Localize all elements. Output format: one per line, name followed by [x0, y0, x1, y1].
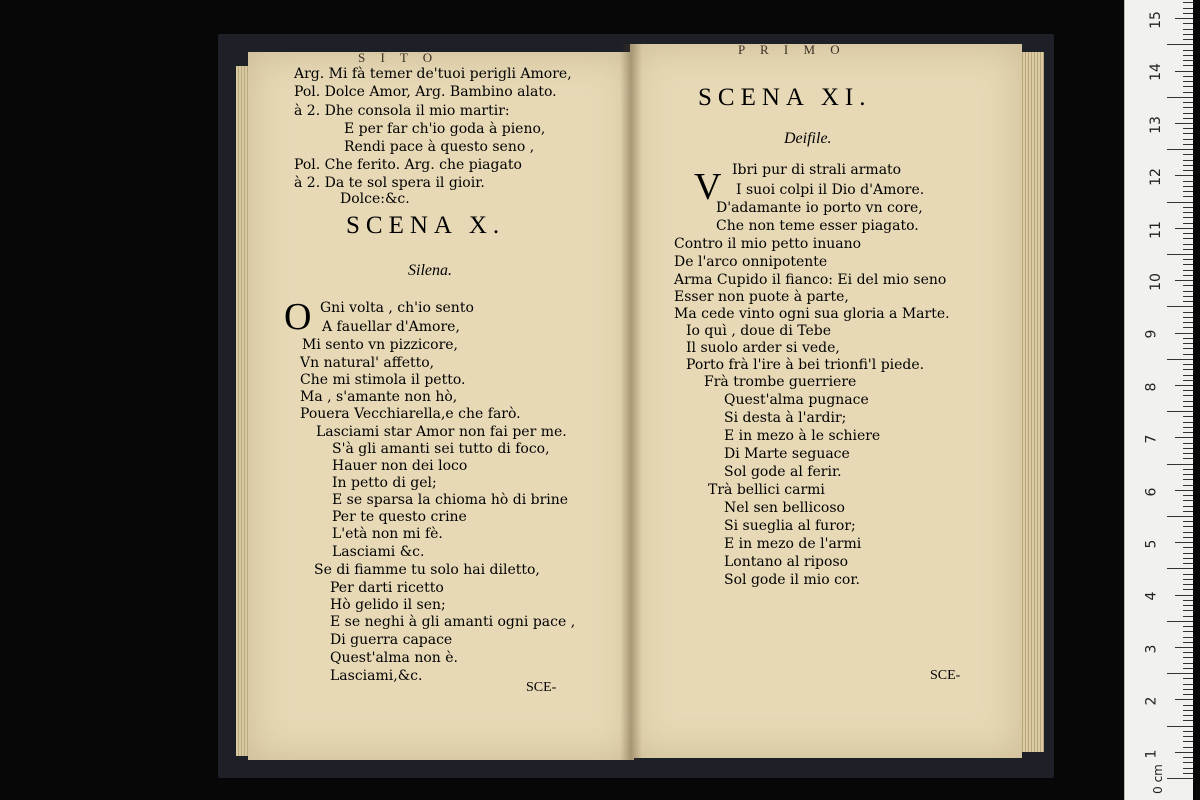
ruler-tick — [1175, 18, 1193, 19]
ruler-tick — [1183, 694, 1193, 695]
verse-line: Frà trombe guerriere — [704, 374, 857, 390]
verse-line: Hauer non dei loco — [332, 458, 468, 474]
ruler-tick — [1167, 673, 1193, 674]
ruler-tick — [1183, 249, 1193, 250]
ruler-tick — [1183, 217, 1193, 218]
ruler-tick — [1167, 149, 1193, 150]
verse-line: Di Marte seguace — [724, 446, 850, 462]
verse-line: Si sueglia al furor; — [724, 518, 856, 534]
ruler-tick — [1183, 474, 1193, 475]
scene-title-left: SCENA X. — [346, 212, 506, 239]
ruler-tick — [1183, 338, 1193, 339]
verse-line: Lasciami &c. — [332, 544, 425, 560]
verse-line: Arma Cupido il fianco: Ei del mio seno — [674, 272, 947, 288]
dialogue-line: à 2. Dhe consola il mio martir: — [294, 103, 510, 119]
ruler-tick — [1183, 181, 1193, 182]
ruler-tick — [1183, 133, 1193, 134]
ruler-tick — [1183, 259, 1193, 260]
ruler-tick — [1167, 202, 1193, 203]
ruler-tick — [1167, 726, 1193, 727]
verse-line: Per te questo crine — [332, 509, 467, 525]
ruler-tick — [1183, 390, 1193, 391]
dialogue-line: Dolce:&c. — [340, 191, 410, 207]
ruler-number: 12 — [1147, 168, 1164, 187]
verse-line: Di guerra capace — [330, 632, 453, 648]
ruler-tick — [1183, 736, 1193, 737]
ruler-tick — [1183, 81, 1193, 82]
ruler-tick — [1183, 375, 1193, 376]
verse-line: E se neghi à gli amanti ogni pace , — [330, 614, 576, 630]
ruler-tick — [1167, 568, 1193, 569]
dialogue-line: Pol. Che ferito. Arg. che piagato — [294, 157, 522, 173]
ruler-tick — [1183, 642, 1193, 643]
ruler-number: 7 — [1143, 434, 1160, 444]
ruler-tick — [1183, 479, 1193, 480]
ruler-tick — [1167, 778, 1193, 779]
ruler-tick — [1183, 584, 1193, 585]
ruler-tick — [1183, 453, 1193, 454]
ruler-tick — [1167, 254, 1193, 255]
ruler-tick — [1175, 752, 1193, 753]
ruler-tick — [1183, 160, 1193, 161]
left-running-head: S I T O — [358, 50, 439, 65]
verse-line: Vn natural' affetto, — [300, 355, 435, 371]
ruler-tick — [1183, 55, 1193, 56]
ruler-tick — [1183, 380, 1193, 381]
ruler-tick — [1183, 485, 1193, 486]
ruler-tick — [1183, 589, 1193, 590]
ruler-tick — [1183, 574, 1193, 575]
ruler-tick — [1183, 526, 1193, 527]
ruler-tick — [1183, 500, 1193, 501]
ruler-tick — [1183, 128, 1193, 129]
ruler-tick — [1183, 343, 1193, 344]
ruler-tick — [1175, 595, 1193, 596]
ruler-tick — [1175, 123, 1193, 124]
verse-line: Lasciami star Amor non fai per me. — [316, 424, 567, 440]
ruler-tick — [1183, 432, 1193, 433]
verse-line: De l'arco onnipotente — [674, 254, 828, 270]
ruler-tick — [1183, 196, 1193, 197]
verse-line: Che non teme esser piagato. — [716, 218, 919, 234]
ruler-tick — [1183, 610, 1193, 611]
ruler-tick — [1183, 401, 1193, 402]
ruler-tick — [1167, 44, 1193, 45]
ruler-tick — [1183, 165, 1193, 166]
ruler-tick — [1183, 244, 1193, 245]
ruler-tick — [1183, 558, 1193, 559]
ruler-tick — [1183, 212, 1193, 213]
dialogue-line: Arg. Mi fà temer de'tuoi perigli Amore, — [294, 66, 572, 82]
ruler-tick — [1183, 537, 1193, 538]
book-gutter — [620, 44, 642, 760]
ruler-number: 10 — [1147, 273, 1164, 291]
verse-line: Lasciami,&c. — [330, 668, 423, 684]
ruler-tick — [1183, 731, 1193, 732]
ruler-tick — [1183, 264, 1193, 265]
verse-line: Ma , s'amante non hò, — [300, 389, 458, 405]
ruler-tick — [1167, 411, 1193, 412]
dialogue-line: Pol. Dolce Amor, Arg. Bambino alato. — [294, 84, 557, 100]
ruler-number: 15 — [1147, 11, 1164, 29]
ruler-number: 8 — [1143, 382, 1160, 392]
verse-line: Io quì , doue di Tebe — [686, 323, 832, 339]
ruler-tick — [1175, 437, 1193, 438]
ruler-tick — [1183, 579, 1193, 580]
ruler-tick — [1183, 39, 1193, 40]
verse-line: A fauellar d'Amore, — [322, 319, 460, 335]
ruler-tick — [1183, 395, 1193, 396]
ruler-tick — [1183, 207, 1193, 208]
ruler-tick — [1183, 443, 1193, 444]
ruler-tick — [1167, 97, 1193, 98]
ruler-tick — [1183, 511, 1193, 512]
verse-line: Lontano al riposo — [724, 554, 849, 570]
ruler-number: 6 — [1143, 487, 1160, 497]
ruler-tick — [1183, 102, 1193, 103]
ruler-tick — [1183, 327, 1193, 328]
ruler-tick — [1183, 50, 1193, 51]
ruler-tick — [1175, 228, 1193, 229]
ruler-tick — [1183, 448, 1193, 449]
ruler-tick — [1183, 8, 1193, 9]
ruler-tick — [1183, 705, 1193, 706]
ruler-tick — [1175, 490, 1193, 491]
verse-line: Ma cede vinto ogni sua gloria a Marte. — [674, 306, 950, 322]
ruler-number: 11 — [1147, 220, 1164, 239]
ruler-tick — [1183, 668, 1193, 669]
verse-line: Si desta à l'ardir; — [724, 410, 847, 426]
ruler-tick — [1183, 34, 1193, 35]
ruler-tick — [1183, 663, 1193, 664]
verse-line: Quest'alma pugnace — [724, 392, 869, 408]
verse-line: Gni volta , ch'io sento — [320, 300, 474, 316]
dialogue-line: à 2. Da te sol spera il gioir. — [294, 175, 485, 191]
ruler-tick — [1183, 238, 1193, 239]
ruler-tick — [1183, 285, 1193, 286]
verse-line: Nel sen bellicoso — [724, 500, 845, 516]
verse-line: E se sparsa la chioma hò di brine — [332, 492, 569, 508]
ruler-tick — [1167, 621, 1193, 622]
verse-line: In petto di gel; — [332, 475, 437, 491]
ruler-tick — [1175, 71, 1193, 72]
ruler-tick — [1183, 427, 1193, 428]
character-name-left: Silena. — [408, 262, 452, 279]
drop-cap-left: O — [284, 296, 312, 338]
ruler-tick — [1183, 762, 1193, 763]
ruler-tick — [1183, 275, 1193, 276]
verse-line: Quest'alma non è. — [330, 650, 458, 666]
verse-line: Che mi stimola il petto. — [300, 372, 466, 388]
verse-line: Per darti ricetto — [330, 580, 444, 596]
ruler-tick — [1167, 359, 1193, 360]
ruler-tick — [1183, 720, 1193, 721]
ruler-tick — [1183, 652, 1193, 653]
ruler-tick — [1183, 637, 1193, 638]
ruler-tick — [1183, 741, 1193, 742]
ruler-tick — [1183, 322, 1193, 323]
verse-line: Pouera Vecchiarella,e che farò. — [300, 406, 521, 422]
ruler-tick — [1183, 757, 1193, 758]
ruler-tick — [1183, 291, 1193, 292]
scene-title-right: SCENA XI. — [698, 84, 872, 111]
ruler-tick — [1183, 532, 1193, 533]
ruler-tick — [1183, 23, 1193, 24]
dialogue-line: Rendi pace à questo seno , — [344, 139, 535, 155]
verse-line: Trà bellici carmi — [708, 482, 825, 498]
ruler-tick — [1183, 296, 1193, 297]
ruler-tick — [1183, 747, 1193, 748]
dialogue-line: E per far ch'io goda à pieno, — [344, 121, 546, 137]
ruler-tick — [1175, 175, 1193, 176]
ruler-tick — [1183, 506, 1193, 507]
ruler-tick — [1183, 60, 1193, 61]
ruler-tick — [1183, 354, 1193, 355]
ruler-tick — [1183, 710, 1193, 711]
ruler-tick — [1183, 616, 1193, 617]
ruler-tick — [1183, 684, 1193, 685]
ruler-tick — [1183, 186, 1193, 187]
ruler-tick — [1183, 348, 1193, 349]
ruler-tick — [1183, 86, 1193, 87]
verse-line: D'adamante io porto vn core, — [716, 200, 923, 216]
ruler-tick — [1183, 605, 1193, 606]
ruler-tick — [1183, 600, 1193, 601]
ruler-tick — [1183, 191, 1193, 192]
ruler-tick — [1175, 699, 1193, 700]
ruler-tick — [1183, 107, 1193, 108]
ruler-tick — [1183, 657, 1193, 658]
ruler-unit-label: 0 cm — [1150, 764, 1165, 794]
ruler-tick — [1183, 233, 1193, 234]
ruler-tick — [1183, 154, 1193, 155]
ruler-tick — [1183, 422, 1193, 423]
ruler-tick — [1183, 364, 1193, 365]
verse-line: Porto frà l'ire à bei trionfi'l piede. — [686, 357, 925, 373]
ruler-number: 2 — [1143, 696, 1160, 706]
ruler-tick — [1183, 118, 1193, 119]
ruler-tick — [1183, 113, 1193, 114]
drop-cap-right: V — [694, 166, 722, 208]
verse-line: I suoi colpi il Dio d'Amore. — [736, 182, 925, 198]
ruler-tick — [1183, 458, 1193, 459]
ruler-number: 5 — [1143, 539, 1160, 549]
ruler-tick — [1183, 563, 1193, 564]
verse-line: Mi sento vn pizzicore, — [302, 337, 458, 353]
verse-line: Sol gode al ferir. — [724, 464, 842, 480]
ruler-tick — [1175, 333, 1193, 334]
ruler-tick — [1183, 301, 1193, 302]
ruler-tick — [1183, 406, 1193, 407]
ruler-tick — [1167, 306, 1193, 307]
ruler-tick — [1183, 144, 1193, 145]
ruler-tick — [1183, 92, 1193, 93]
ruler-tick — [1183, 416, 1193, 417]
ruler-tick — [1175, 647, 1193, 648]
ruler-tick — [1183, 317, 1193, 318]
ruler-tick — [1183, 13, 1193, 14]
ruler-tick — [1183, 773, 1193, 774]
catchword-right: SCE- — [930, 668, 961, 683]
verse-line: Ibri pur di strali armato — [732, 162, 902, 178]
character-name-right: Deifile. — [784, 130, 832, 147]
ruler-tick — [1183, 689, 1193, 690]
ruler-tick — [1183, 312, 1193, 313]
ruler-tick — [1183, 553, 1193, 554]
ruler-number: 13 — [1147, 115, 1164, 134]
ruler-tick — [1167, 464, 1193, 465]
verse-line: E in mezo de l'armi — [724, 536, 862, 552]
verse-line: L'età non mi fè. — [332, 526, 443, 542]
ruler-tick — [1175, 542, 1193, 543]
ruler-tick — [1183, 715, 1193, 716]
ruler-number: 14 — [1147, 63, 1164, 82]
ruler-number: 3 — [1143, 644, 1160, 654]
ruler-tick — [1183, 626, 1193, 627]
verse-line: S'à gli amanti sei tutto di foco, — [332, 441, 550, 457]
ruler-tick — [1183, 65, 1193, 66]
ruler-number: 9 — [1143, 329, 1160, 339]
verse-line: Esser non puote à parte, — [674, 289, 849, 305]
ruler-tick — [1183, 768, 1193, 769]
ruler-tick — [1183, 469, 1193, 470]
verse-line: Contro il mio petto inuano — [674, 236, 862, 252]
ruler-tick — [1183, 521, 1193, 522]
ruler-tick — [1183, 76, 1193, 77]
ruler-number: 4 — [1143, 591, 1160, 601]
ruler-tick — [1183, 369, 1193, 370]
ruler-tick — [1183, 547, 1193, 548]
ruler-tick — [1183, 270, 1193, 271]
ruler-tick — [1183, 170, 1193, 171]
ruler-tick — [1175, 280, 1193, 281]
verse-line: Il suolo arder si vede, — [686, 340, 840, 356]
verse-line: Hò gelido il sen; — [330, 597, 446, 613]
catchword-left: SCE- — [526, 680, 557, 695]
ruler-tick — [1183, 678, 1193, 679]
ruler-tick — [1183, 631, 1193, 632]
ruler-tick — [1175, 385, 1193, 386]
verse-line: E in mezo à le schiere — [724, 428, 881, 444]
right-running-head: P R I M O — [738, 42, 846, 57]
verse-line: Se di fiamme tu solo hai diletto, — [314, 562, 540, 578]
ruler-tick — [1183, 139, 1193, 140]
verse-line: Sol gode il mio cor. — [724, 572, 860, 588]
ruler-tick — [1183, 2, 1193, 3]
ruler-tick — [1183, 29, 1193, 30]
measurement-ruler — [1124, 0, 1193, 800]
ruler-tick — [1183, 495, 1193, 496]
ruler-tick — [1167, 516, 1193, 517]
ruler-number: 1 — [1143, 749, 1160, 759]
ruler-tick — [1183, 223, 1193, 224]
